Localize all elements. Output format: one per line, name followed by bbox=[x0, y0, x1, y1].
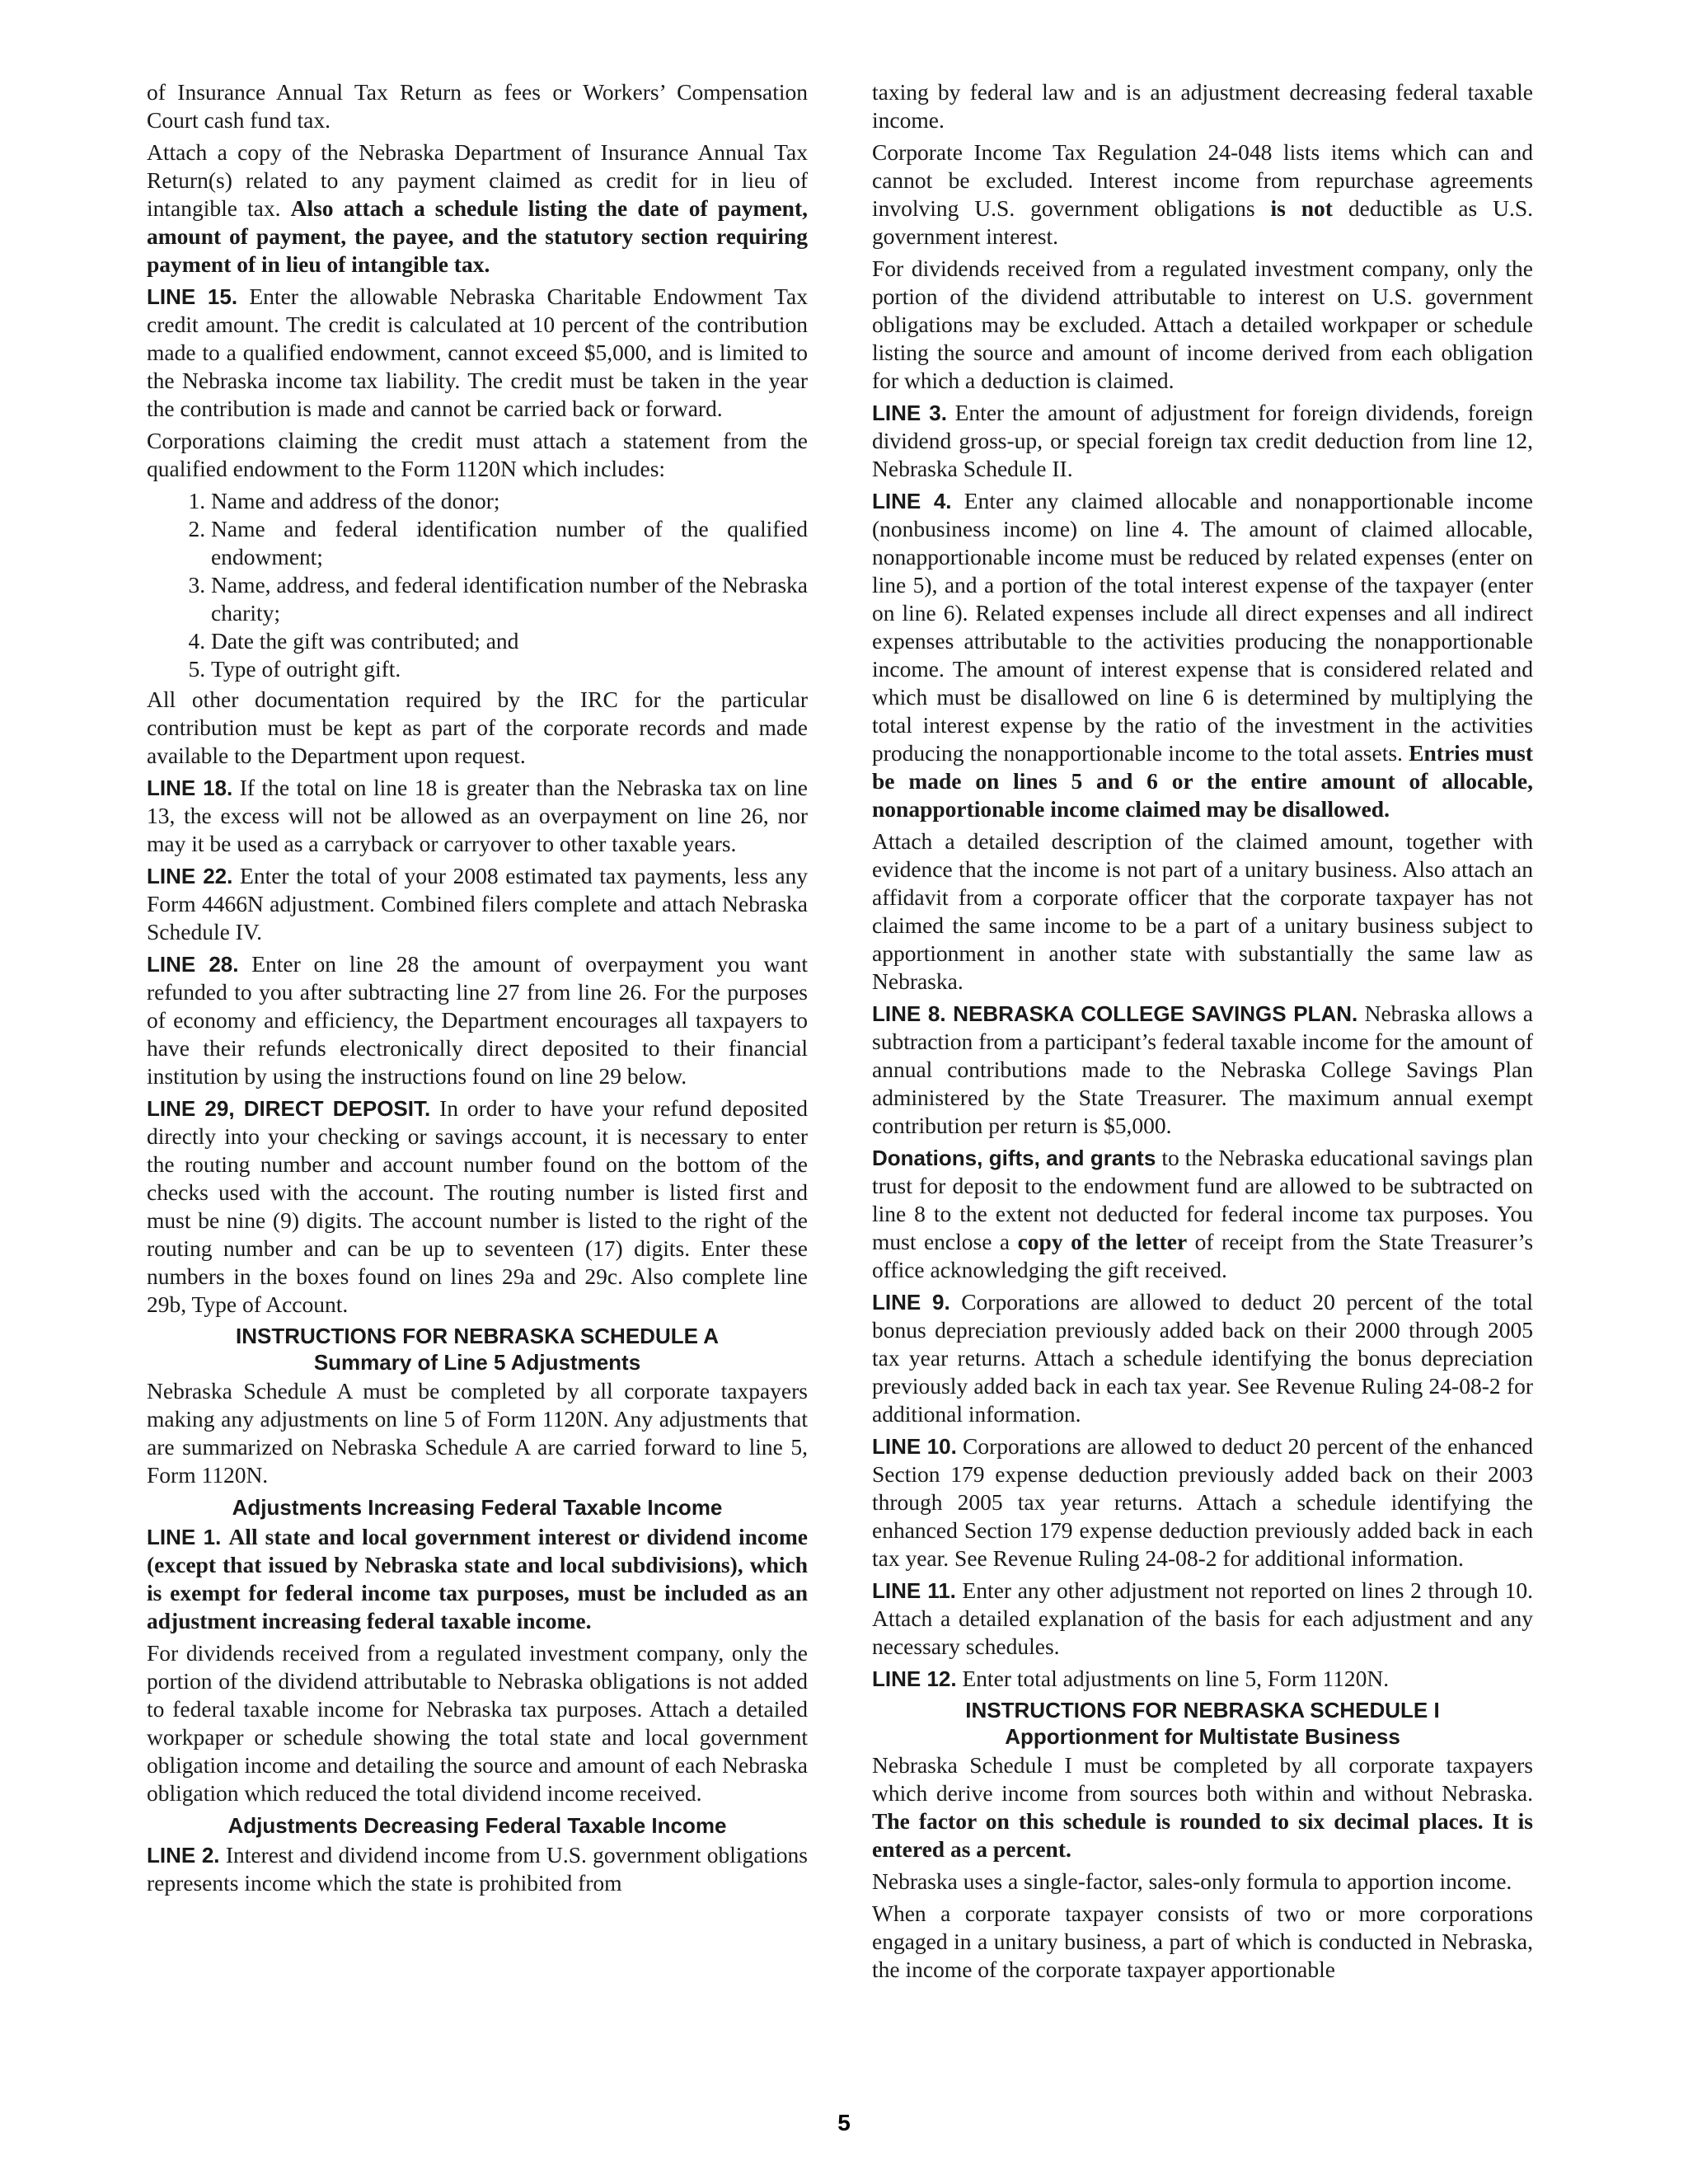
line-label: LINE 22. bbox=[147, 864, 233, 888]
line-3-instruction: LINE 3. Enter the amount of adjustment for foreign dividends, foreign dividend gross-up, or special foreign tax credit deduction from line 12, Nebraska Schedule II. bbox=[872, 400, 1533, 481]
paragraph: of Insurance Annual Tax Return as fees or Workers’ Compensation Court cash fund tax. bbox=[147, 79, 808, 133]
paragraph: When a corporate taxpayer consists of two or more corporations engaged in a unitary business, a part of which is conducted in Nebraska, the income of the corporate taxpayer apportionable bbox=[872, 1900, 1533, 1982]
line-9-instruction: LINE 9. Corporations are allowed to deduct 20 percent of the total bonus depreciation previously added back on their 2000 through 2005 tax year returns. Attach a schedule identifying the bonus depreciation previously added back in each tax year. See Revenue Ruling 24-08-2 for additional information. bbox=[872, 1289, 1533, 1427]
page-number: 5 bbox=[837, 2110, 851, 2135]
line-label: LINE 10. bbox=[872, 1434, 957, 1459]
donations-paragraph: Donations, gifts, and grants to the Nebraska educational savings plan trust for deposit to the endowment fund are allowed to be subtracted on line 8 to the extent not deducted for federal income tax purposes. You must enclose a copy of the letter of receipt from the State Treasurer’s office acknowledging the gift received. bbox=[872, 1145, 1534, 1282]
line-22-instruction: LINE 22. Enter the total of your 2008 estimated tax payments, less any Form 4466N adjustment. Combined filers complete and attach Nebraska Schedule IV. bbox=[147, 863, 809, 944]
list-item: 2. Name and federal identification number of the qualified endowment; bbox=[211, 515, 808, 571]
bold-text: The factor on this schedule is rounded to six decimal places. It is entered as a percent. bbox=[872, 1808, 1533, 1862]
bold-text: All state and local government interest or dividend income (except that issued by Nebraska state and local subdivisions), which is exempt for federal income tax purposes, must be included as an adjustment increasing federal taxable income. bbox=[147, 1524, 808, 1633]
line-12-instruction: LINE 12. Enter total adjustments on line 5, Form 1120N. bbox=[872, 1666, 1390, 1691]
section-subtitle: Apportionment for Multistate Business bbox=[1005, 1724, 1400, 1749]
paragraph: Nebraska Schedule A must be completed by all corporate taxpayers making any adjustments on line 5 of Form 1120N. Any adjustments that are summarized on Nebraska Schedule A are carried forward to line 5, Form 1120N. bbox=[147, 1378, 808, 1488]
section-subtitle: Summary of Line 5 Adjustments bbox=[313, 1350, 641, 1375]
line-15-instruction: LINE 15. Enter the allowable Nebraska Charitable Endowment Tax credit amount. The credit is calculated at 10 percent of the contribution made to a qualified endowment, cannot exceed $5,000, and is limited to the Nebraska income tax liability. The credit must be taken in the year the contribution is made and cannot be carried back or forward. bbox=[147, 284, 808, 421]
paragraph: Corporations claiming the credit must attach a statement from the qualified endowment to the Form 1120N which includes: bbox=[147, 428, 808, 481]
paragraph: All other documentation required by the IRC for the particular contribution must be kept as part of the corporate records and made available to the Department upon request. bbox=[147, 687, 808, 768]
line-label: LINE 9. bbox=[872, 1290, 950, 1315]
list-item: 4. Date the gift was contributed; and bbox=[211, 627, 808, 655]
line-4-instruction: LINE 4. Enter any claimed allocable and nonapportionable income (nonbusiness income) on line 4. The amount of claimed allocable, nonapportionable income must be reduced by related expenses (enter on line 5), and a portion of the total interest expense of the taxpayer (enter on line 6). Related expenses include all direct expenses and all indirect expenses attributable to the activities producing the nonapportionable income. The amount of interest expense that is considered related and which must be disallowed on line 6 is determined by multiplying the total interest expense by the ratio of the investment in the activities producing the nonapportionable income to the total assets. Entries must be made on lines 5 and 6 or the entire amount of allocable, nonapportionable income claimed may be disallowed. bbox=[872, 488, 1534, 822]
line-label: LINE 11. bbox=[872, 1578, 956, 1603]
left-column bbox=[147, 78, 808, 2097]
right-column bbox=[872, 78, 1533, 2097]
bold-text: copy of the letter bbox=[1017, 1229, 1188, 1254]
line-label: LINE 1. bbox=[147, 1525, 222, 1549]
schedule-i-heading bbox=[872, 1697, 1533, 1750]
line-11-instruction: LINE 11. Enter any other adjustment not reported on lines 2 through 10. Attach a detailed explanation of the basis for each adjustment and any necessary schedules. bbox=[872, 1577, 1534, 1659]
line-label: Donations, gifts, and grants bbox=[872, 1146, 1156, 1170]
line-label: LINE 2. bbox=[147, 1843, 220, 1868]
paragraph: For dividends received from a regulated investment company, only the portion of the dividend attributable to interest on U.S. government obligations may be excluded. Attach a detailed workpaper or schedule listing the source and amount of income derived from each obligation for which a deduction is claimed. bbox=[872, 255, 1533, 393]
line-label: LINE 8. NEBRASKA COLLEGE SAVINGS PLAN. bbox=[872, 1001, 1358, 1026]
list-item: 5. Type of outright gift. bbox=[211, 655, 808, 683]
list-item: 1. Name and address of the donor; bbox=[211, 487, 808, 515]
line-label: LINE 28. bbox=[147, 952, 239, 977]
subsection-heading: Adjustments Increasing Federal Taxable Income bbox=[232, 1495, 723, 1520]
requirements-list bbox=[147, 487, 808, 683]
line-10-instruction: LINE 10. Corporations are allowed to deduct 20 percent of the enhanced Section 179 expense deduction previously added back on their 2003 through 2005 tax year returns. Attach a schedule identifying the enhanced Section 179 expense deduction previously added back in each tax year. See Revenue Ruling 24-08-2 for additional information. bbox=[872, 1433, 1534, 1571]
paragraph: Corporate Income Tax Regulation 24-048 lists items which can and cannot be excluded. Interest income from repurchase agreements involving U.S. government obligations is not deductible as U.S. government interest. bbox=[872, 139, 1534, 249]
schedule-a-heading bbox=[147, 1323, 808, 1376]
paragraph: Nebraska uses a single-factor, sales-only formula to apportion income. bbox=[872, 1868, 1512, 1894]
line-18-instruction: LINE 18. If the total on line 18 is greater than the Nebraska tax on line 13, the excess will not be allowed as an overpayment on line 26, nor may it be used as a carryback or carryover to other taxable years. bbox=[147, 775, 808, 856]
document-page bbox=[147, 78, 1533, 2097]
line-1-instruction bbox=[147, 1523, 808, 1635]
bold-text: Also attach a schedule listing the date of payment, amount of payment, the payee, and the statutory section requiring payment of in lieu of intangible tax. bbox=[147, 195, 808, 277]
line-28-instruction: LINE 28. Enter on line 28 the amount of overpayment you want refunded to you after subtracting line 27 from line 26. For the purposes of economy and efficiency, the Department encourages all taxpayers to have their refunds electronically direct deposited to their financial institution by using the instructions found on line 29 below. bbox=[147, 951, 808, 1089]
subsection-heading: Adjustments Decreasing Federal Taxable Income bbox=[227, 1813, 727, 1838]
section-title: INSTRUCTIONS FOR NEBRASKA SCHEDULE A bbox=[236, 1324, 719, 1348]
line-label: LINE 3. bbox=[872, 401, 947, 425]
paragraph: Attach a detailed description of the claimed amount, together with evidence that the income is not part of a unitary business. Also attach an affidavit from a corporate officer that the corporate taxpayer has not claimed the same income to be a part of a unitary business subject to apportionment in another state with substantially the same law as Nebraska. bbox=[872, 828, 1533, 994]
paragraph: Attach a copy of the Nebraska Department of Insurance Annual Tax Return(s) related to any payment claimed as credit for in lieu of intangible tax. Also attach a schedule listing the date of payment, amount of payment, the payee, and the statutory section requiring payment of in lieu of intangible tax. bbox=[147, 139, 808, 277]
line-2-instruction: LINE 2. Interest and dividend income from U.S. government obligations represents income which the state is prohibited from bbox=[147, 1842, 808, 1896]
line-label: LINE 12. bbox=[872, 1666, 957, 1691]
list-item: 3. Name, address, and federal identification number of the Nebraska charity; bbox=[211, 571, 808, 627]
line-8-instruction: LINE 8. NEBRASKA COLLEGE SAVINGS PLAN. Nebraska allows a subtraction from a participant’s federal taxable income for the amount of annual contributions made to the Nebraska College Savings Plan administered by the State Treasurer. The maximum annual exempt contribution per return is $5,000. bbox=[872, 1001, 1534, 1138]
line-label: LINE 4. bbox=[872, 489, 952, 513]
line-label: LINE 18. bbox=[147, 776, 233, 800]
line-label: LINE 29, DIRECT DEPOSIT. bbox=[147, 1096, 431, 1121]
paragraph: taxing by federal law and is an adjustment decreasing federal taxable income. bbox=[872, 79, 1533, 133]
line-label: LINE 15. bbox=[147, 284, 238, 309]
bold-text: Entries must be made on lines 5 and 6 or the entire amount of allocable, nonapportionable income claimed may be disallowed. bbox=[872, 740, 1534, 822]
bold-text: is not bbox=[1270, 195, 1333, 221]
section-title: INSTRUCTIONS FOR NEBRASKA SCHEDULE I bbox=[965, 1698, 1440, 1722]
paragraph: Nebraska Schedule I must be completed by all corporate taxpayers which derive income from sources both within and without Nebraska. The factor on this schedule is rounded to six decimal places. It is entered as a percent. bbox=[872, 1752, 1533, 1862]
line-29-instruction: LINE 29, DIRECT DEPOSIT. In order to have your refund deposited directly into your checking or savings account, it is necessary to enter the routing number and account number found on the bottom of the checks used with the account. The routing number is listed first and must be nine (9) digits. The account number is listed to the right of the routing number and can be up to seventeen (17) digits. Enter these numbers in the boxes found on lines 29a and 29c. Also complete line 29b, Type of Account. bbox=[147, 1095, 808, 1317]
paragraph: For dividends received from a regulated investment company, only the portion of the dividend attributable to Nebraska obligations is not added to federal taxable income for Nebraska tax purposes. Attach a detailed workpaper or schedule showing the total state and local government obligation income and detailing the source and amount of each Nebraska obligation which reduced the total dividend income received. bbox=[147, 1640, 808, 1806]
